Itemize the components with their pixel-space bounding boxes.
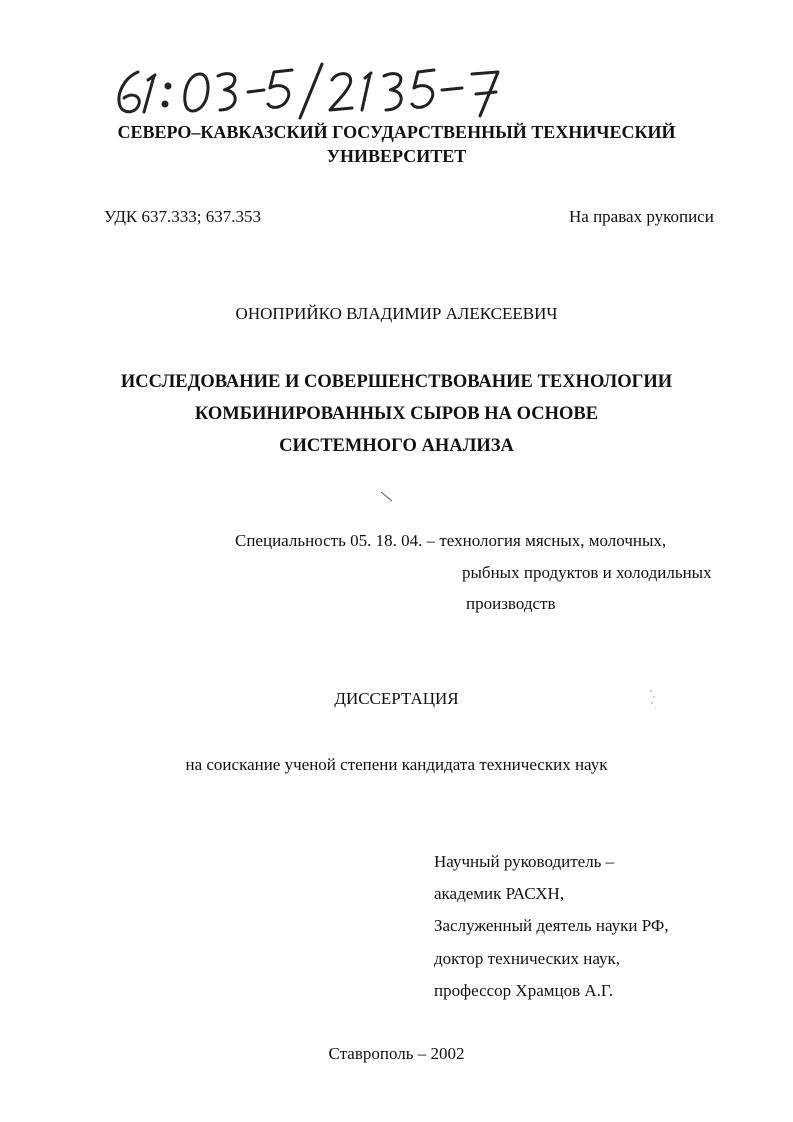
degree-statement: на соискание ученой степени кандидата технических наук (185, 755, 608, 774)
supervisor-line-2: академик РАСХН, (434, 884, 565, 903)
university-line-1: СЕВЕРО–КАВКАЗСКИЙ ГОСУДАРСТВЕННЫЙ ТЕХНИЧЕСКИЙ (117, 122, 676, 142)
title-line-3: СИСТЕМНОГО АНАЛИЗА (279, 436, 514, 456)
document-type: ДИССЕРТАЦИЯ (334, 689, 459, 708)
author-name: ОНОПРИЙКО ВЛАДИМИР АЛЕКСЕЕВИЧ (235, 304, 558, 323)
supervisor-line-5: профессор Храмцов А.Г. (434, 981, 614, 1000)
stray-mark (380, 491, 394, 503)
city-year: Ставрополь – 2002 (328, 1044, 465, 1063)
supervisor-line-4: доктор технических наук, (434, 949, 621, 968)
university-line-2: УНИВЕРСИТЕТ (326, 146, 467, 166)
udk-code: УДК 637.333; 637.353 (104, 207, 261, 226)
supervisor-line-3: Заслуженный деятель науки РФ, (434, 916, 669, 935)
handwritten-archive-code (108, 58, 528, 120)
supervisor-line-1: Научный руководитель – (434, 852, 615, 871)
university-name (0, 120, 793, 168)
specialty-line-2: рыбных продуктов и холодильных (462, 563, 712, 582)
specialty-line-3: производств (466, 594, 556, 613)
manuscript-rights-note: На правах рукописи (569, 207, 714, 226)
title-line-2: КОМБИНИРОВАННЫХ СЫРОВ НА ОСНОВЕ (194, 404, 599, 424)
title-line-1: ИССЛЕДОВАНИЕ И СОВЕРШЕНСТВОВАНИЕ ТЕХНОЛОГИИ (120, 372, 673, 392)
dissertation-title (0, 366, 793, 462)
scan-speckle (648, 688, 658, 710)
specialty-line-1: Специальность 05. 18. 04. – технология мясных, молочных, (235, 531, 667, 550)
